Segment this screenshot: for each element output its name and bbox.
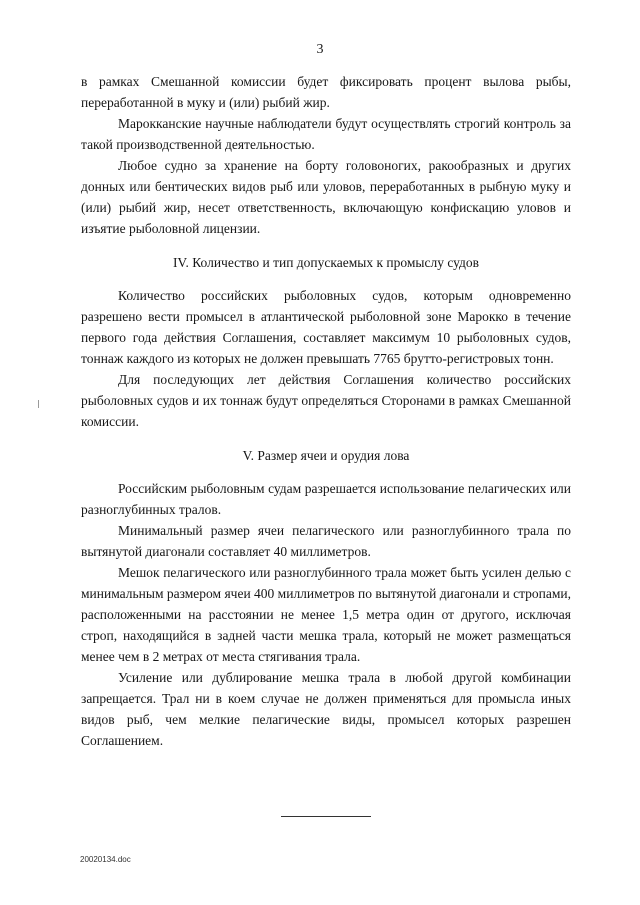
section-heading-iv: IV. Количество и тип допускаемых к промыслу судов (172, 255, 480, 270)
paragraph-liability: Любое судно за хранение на борту головоногих, ракообразных и других донных или бентических видов рыб или уловов, переработанных в рыбную муку и (или) рыбий жир, несет ответственность, включающую конфискацию уловов и изъятие рыболовной лицензии. (81, 158, 571, 236)
paragraph-vessel-count: Количество российских рыболовных судов, которым одновременно разрешено вести промысел в атлантической рыболовной зоне Марокко в течение первого года действия Соглашения, составляет максимум 10 рыболовных судов, тоннаж каждого из которых не должен превышать 7765 брутто-регистровых тонн. (81, 288, 571, 366)
paragraph-trawls-allowed: Российским рыболовным судам разрешается использование пелагических или разноглубинных тралов. (81, 481, 571, 517)
end-divider (281, 816, 371, 817)
paragraph-continuation: в рамках Смешанной комиссии будет фиксировать процент вылова рыбы, переработанной в муку и (или) рыбий жир. (81, 74, 571, 110)
scan-artifact (38, 400, 39, 408)
paragraph-prohibition: Усиление или дублирование мешка трала в любой другой комбинации запрещается. Трал ни в коем случае не должен применяться для промысла иных видов рыб, чем мелкие пелагические виды, промысел которых разрешен Соглашением. (81, 670, 571, 748)
section-heading-v: V. Размер ячеи и орудия лова (242, 448, 410, 463)
paragraph-codend-reinforcement: Мешок пелагического или разноглубинного трала может быть усилен делью с минимальным размером ячеи 400 миллиметров по вытянутой диагонали и стропами, расположенными на расстоянии не менее 1,5 метра один от другого, исключая строп, находящийся в задней части мешка трала, который не может размещаться менее чем в 2 метрах от места стягивания трала. (81, 565, 571, 664)
document-code: 20020134.doc (80, 855, 131, 864)
page-number: 3 (316, 42, 324, 57)
paragraph-observers: Марокканские научные наблюдатели будут осуществлять строгий контроль за такой производственной деятельностью. (81, 116, 571, 152)
paragraph-following-years: Для последующих лет действия Соглашения количество российских рыболовных судов и их тоннаж будут определяться Сторонами в рамках Смешанной комиссии. (81, 372, 571, 429)
document-body (81, 71, 571, 751)
paragraph-mesh-size: Минимальный размер ячеи пелагического или разноглубинного трала по вытянутой диагонали составляет 40 миллиметров. (81, 523, 571, 559)
